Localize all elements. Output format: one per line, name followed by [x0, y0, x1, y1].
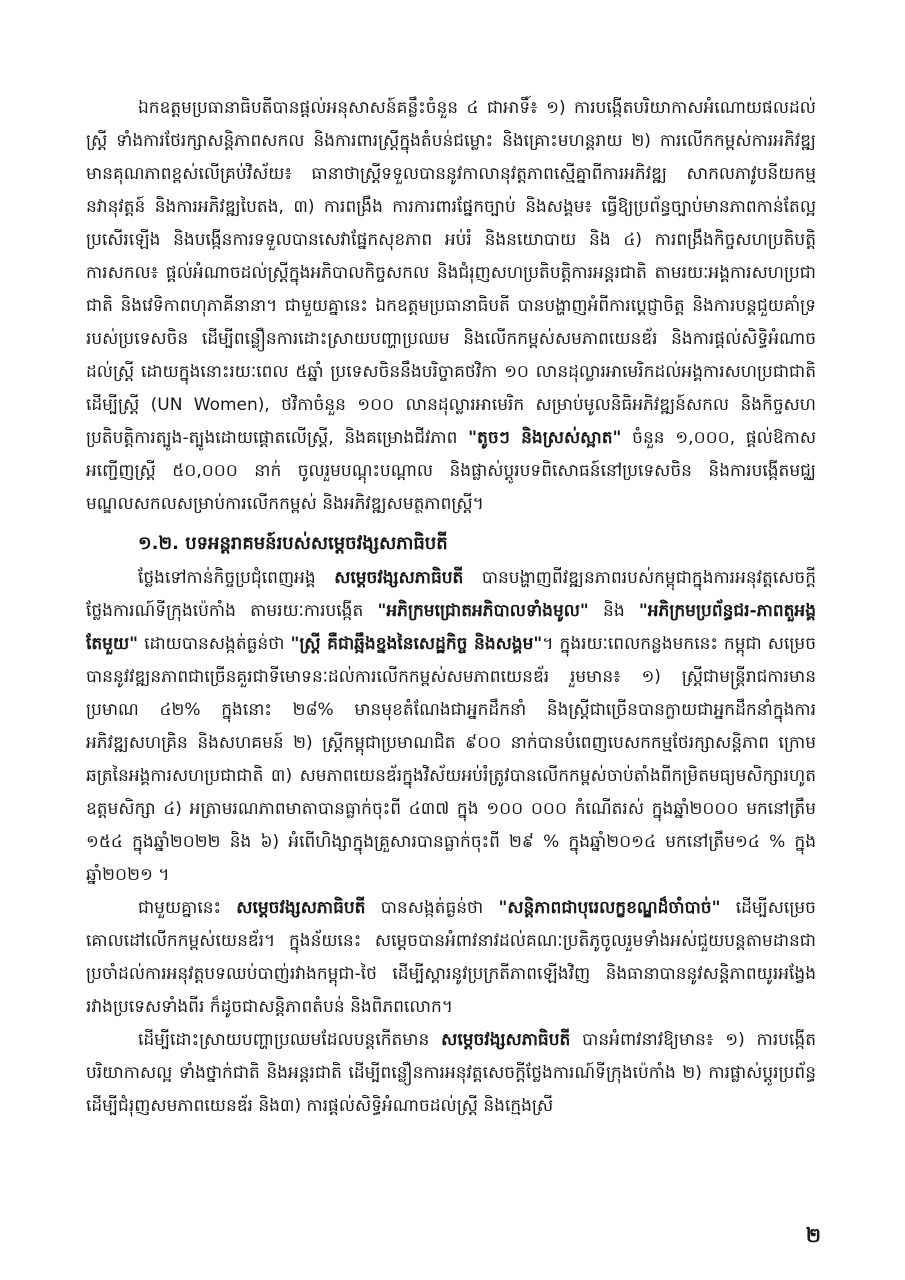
name-highlight: សម្តេចវង្សសភាធិបតី — [334, 568, 464, 588]
paragraph-call-to-action: ដើម្បីដោះស្រាយបញ្ហាប្រឈមដែលបន្តកើតមាន សម្តេចវង្សសភាធិបតី បានអំពាវនាវឱ្យមាន៖ ១) ការបង្កើតបរិយាកាសល្អ ទាំងថ្នាក់ជាតិ និងអន្តរជាតិ ដើម្បីពន្លឿនការអនុវត្តសេចក្តីថ្លែងការណ៍ទីក្រុងប៉េកាំង ២) ការផ្លាស់ប្តូរប្រព័ន្ធ ដើម្បីជំរុញសមភាពយេនឌ័រ និង៣) ការផ្តល់សិទ្ធិអំណាចដល់ស្ត្រី និងក្មេងស្រី — [86, 1030, 816, 1116]
quote-women-backbone: "ស្ត្រី គឺជាឆ្អឹងខ្នងនៃសេដ្ឋកិច្ច និងសង្គម" — [290, 634, 543, 654]
page-number: ២ — [805, 1223, 821, 1247]
paragraph-cambodia-progress: ថ្លែងទៅកាន់កិច្ចប្រជុំពេញអង្គ សម្តេចវង្សសភាធិបតី បានបង្ហាញពីវឌ្ឍនភាពរបស់កម្ពុជាក្នុងការអនុវត្តសេចក្តីថ្លែងការណ៍ទីក្រុងប៉េកាំង តាមរយៈការបង្កើត "អភិក្រមជ្រោតអភិបាលទាំងមូល" និង "អភិក្រមប្រព័ន្ធជរ-ភាពតួអង្គតែមួយ" ដោយបានសង្កត់ធ្ងន់ថា "ស្ត្រី គឺជាឆ្អឹងខ្នងនៃសេដ្ឋកិច្ច និងសង្គម"។ ក្នុងរយៈពេលកន្លងមកនេះ កម្ពុជា សម្រេចបាននូវវឌ្ឍនភាពជាច្រើនគួរជាទីមោទនៈដល់ការលើកកម្ពស់សមភាពយេនឌ័រ រួមមាន៖ ១) ស្ត្រីជាមន្ត្រីរាជការមានប្រមាណ ៤២% ក្នុងនោះ ២៨% មានមុខតំណែងជាអ្នកដឹកនាំ និងស្ត្រីជាច្រើនបានក្លាយជាអ្នកដឹកនាំក្នុងការអភិវឌ្ឍសហគ្រិន និងសហគមន៍ ២) ស្ត្រីកម្ពុជាប្រមាណជិត ៩០០ នាក់បានបំពេញបេសកកម្មថែរក្សាសន្តិភាព ក្រោមឆត្រនៃអង្គការសហប្រជាជាតិ ៣) សមភាពយេនឌ័រក្នុងវិស័យអប់រំត្រូវបានលើកកម្ពស់ចាប់តាំងពីកម្រិតមធ្យមសិក្សារហូតឧត្តមសិក្សា ៤) អត្រាមរណភាពមាតាបានធ្លាក់ចុះពី ៤៣៧ ក្នុង ១០០ ០០០ កំណើតរស់ ក្នុងឆ្នាំ២០០០ មកនៅត្រឹម ១៥៤ ក្នុងឆ្នាំ២០២២ និង ៦) អំពើហិង្សាក្នុងគ្រួសារបានធ្លាក់ចុះពី ២៩ % ក្នុងឆ្នាំ២០១៤ មកនៅត្រឹម១៤ % ក្នុងឆ្នាំ២០២១ ។ — [86, 568, 816, 885]
paragraph-president-recommendations: ឯកឧត្តមប្រធានាធិបតីបានផ្តល់អនុសាសន៍គន្លឹះចំនួន ៤ ជាអាទិ៍៖ ១) ការបង្កើតបរិយាកាសអំណោយផលដល់ស្ត្រី ទាំងការថែរក្សាសន្តិភាពសកល និងការពារស្ត្រីក្នុងតំបន់ជម្លោះ និងគ្រោះមហន្តរាយ ២) ការលើកកម្ពស់ការអភិវឌ្ឍមានគុណភាពខ្ពស់លើគ្រប់វិស័យ៖ ធានាថាស្ត្រីទទួលបាននូវកាលានុវត្តភាពស្មើគ្នាពីការអភិវឌ្ឍ សាកលភាវូបនីយកម្ម នវានុវត្តន៍ និងការអភិវឌ្ឍបៃតង, ៣) ការពង្រឹង ការការពារផ្នែកច្បាប់ និងសង្គម៖ ធ្វើឱ្យប្រព័ន្ធច្បាប់មានភាពកាន់តែល្អប្រសើរឡើង និងបង្កើនការទទួលបានសេវាផ្នែកសុខភាព អប់រំ និងនយោបាយ និង ៤) ការពង្រឹងកិច្ចសហប្រតិបត្តិការសកល៖ ផ្តល់អំណាចដល់ស្ត្រីក្នុងអភិបាលកិច្ចសកល និងជំរុញសហប្រតិបត្តិការអន្តរជាតិ តាមរយៈអង្គការសហប្រជាជាតិ និងវេទិកាពហុភាគីនានា។ ជាមួយគ្នានេះ ឯកឧត្តមប្រធានាធិបតី បានបង្ហាញអំពីការប្តេជ្ញាចិត្ត និងការបន្តជួយគាំទ្ររបស់ប្រទេសចិន ដើម្បីពន្លឿនការដោះស្រាយបញ្ហាប្រឈម និងលើកកម្ពស់សមភាពយេនឌ័រ និងការផ្តល់សិទ្ធិអំណាចដល់ស្ត្រី ដោយក្នុងនោះរយៈពេល ៥ឆ្នាំ ប្រទេសចិននឹងបរិច្ចាគថវិកា ១០ លានដុល្លារអាមេរិកដល់អង្គការសហប្រជាជាតិ ដើម្បីស្ត្រី (UN Women), ថវិកាចំនួន ១០០ លានដុល្លារអាមេរិក សម្រាប់មូលនិធិអភិវឌ្ឍន៍សកល និងកិច្ចសហប្រតិបត្តិការត្បូង-ត្បូងដោយផ្តោតលើស្ត្រី, និងគម្រោងជីវភាព "តូចៗ និងស្រស់ស្អាត" ចំនួន ១,០០០, ផ្តល់ឱកាសអញ្ជើញស្ត្រី ៥០,០០០ នាក់ ចូលរួមបណ្តុះបណ្តាល និងផ្លាស់ប្តូរបទពិសោធន៍នៅប្រទេសចិន និងការបង្កើតមជ្ឈមណ្ឌលសកលសម្រាប់ការលើកកម្ពស់ និងអភិវឌ្ឍសមត្ថភាពស្ត្រី។ — [86, 98, 816, 514]
approach-whole-government: "អភិក្រមជ្រោតអភិបាលទាំងមូល" — [377, 601, 589, 621]
paragraph-peace-precondition: ជាមួយគ្នានេះ សម្តេចវង្សសភាធិបតី បានសង្កត់ធ្ងន់ថា "សន្តិភាពជាបុរេលក្ខខណ្ឌដ៏ចាំបាច់" ដើម្បីសម្រេចគោលដៅលើកកម្ពស់យេនឌ័រ។ ក្នុងន័យនេះ សម្តេចបានអំពាវនាវដល់គណៈប្រតិភូចូលរួមទាំងអស់ជួយបន្តតាមដានជាប្រចាំដល់ការអនុវត្តបទឈប់បាញ់រវាងកម្ពុជា-ថៃ ដើម្បីស្តារនូវប្រក្រតីភាពឡើងវិញ និងធានាបាននូវសន្តិភាពយូរអង្វែងរវាងប្រទេសទាំងពីរ ក៏ដូចជាសន្តិភាពតំបន់ និងពិភពលោក។ — [86, 898, 816, 1017]
document-page — [86, 92, 816, 1202]
highlight-small-and-beautiful: "តូចៗ និងស្រស់ស្អាត" — [468, 428, 622, 448]
approach-single-actor: "អភិក្រមប្រព័ន្ធជរ-ភាពតួអង្គតែមួយ" — [86, 601, 816, 654]
quote-peace: "សន្តិភាពជាបុរេលក្ខខណ្ឌដ៏ចាំបាច់" — [498, 898, 721, 918]
name-highlight: សម្តេចវង្សសភាធិបតី — [236, 898, 366, 918]
section-heading: ១.២. បទអន្តរាគមន៍របស់សម្តេចវង្សសភាធិបតី — [138, 533, 448, 554]
name-highlight: សម្តេចវង្សសភាធិបតី — [441, 1030, 571, 1050]
